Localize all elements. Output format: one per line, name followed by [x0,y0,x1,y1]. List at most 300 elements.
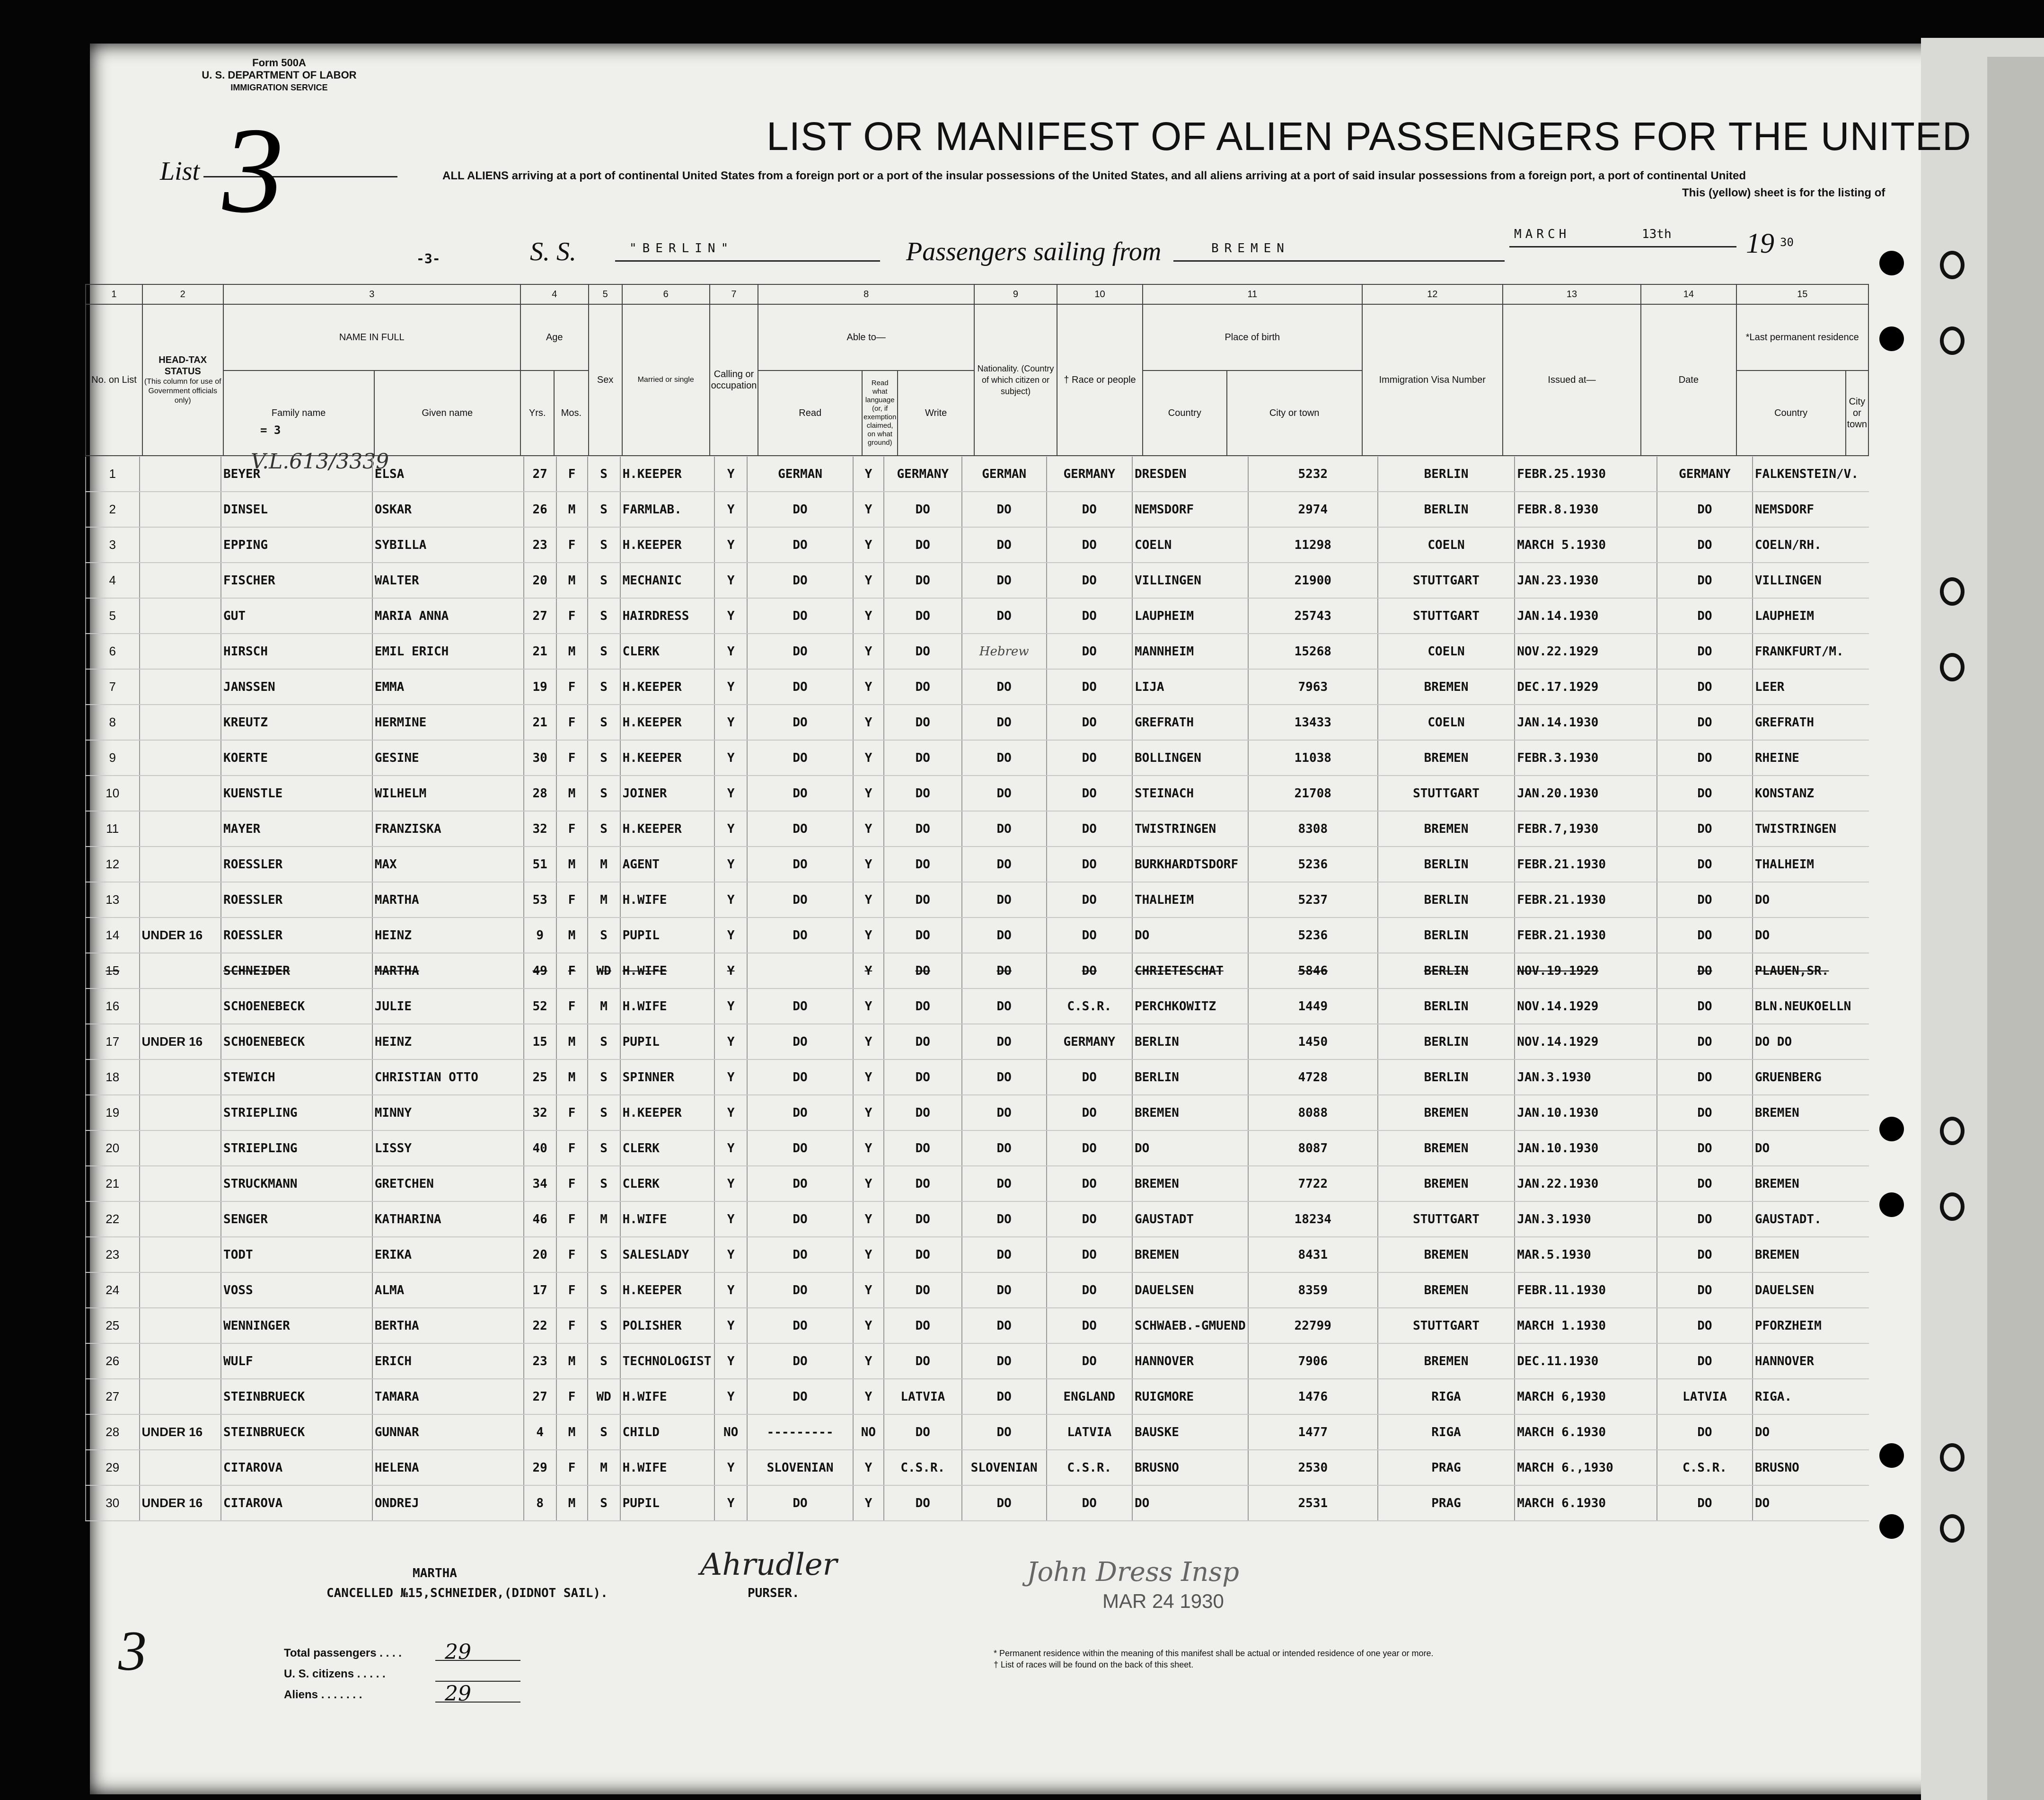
row-number: 11 [86,811,140,847]
birth-country: DO [1047,847,1132,882]
nationality: DO [884,811,962,847]
given-name: HERMINE [372,705,524,740]
visa-date: MARCH 5.1930 [1515,527,1657,563]
birth-city: DO [1132,918,1248,953]
marital-status: S [588,492,620,527]
occupation: H.WIFE [620,1201,715,1237]
head-tax-status [140,1166,221,1201]
header-given-name: Given name [374,371,520,456]
can-read: Y [714,634,747,669]
read-language: DO [747,918,853,953]
family-name: STRUCKMANN [221,1166,372,1201]
visa-number: 2531 [1248,1485,1378,1521]
header-sex: Sex [589,304,622,456]
header-res-country: Country [1736,371,1846,456]
head-tax-status [140,1272,221,1308]
visa-date: JAN.23.1930 [1515,563,1657,598]
given-name: ELSA [372,457,524,492]
head-tax-status [140,669,221,705]
occupation: JOINER [620,776,715,811]
family-name: WENNINGER [221,1308,372,1343]
can-write: NO [853,1414,884,1450]
marital-status: M [588,1201,620,1237]
residence-country: DO [1657,740,1753,776]
birth-country: DO [1047,634,1132,669]
race: DO [962,527,1047,563]
can-read: Y [714,1308,747,1343]
next-sheet-shadow [1987,57,2044,1800]
residence-country: GERMANY [1657,457,1753,492]
family-name: ROESSLER [221,882,372,918]
occupation: H.KEEPER [620,1272,715,1308]
marital-status: S [588,1166,620,1201]
birth-country: DO [1047,1343,1132,1379]
occupation: CLERK [620,1130,715,1166]
row-number: 10 [86,776,140,811]
us-citizens-label: U. S. citizens [284,1668,354,1680]
family-name: CITAROVA [221,1450,372,1485]
row-number: 3 [86,527,140,563]
race: DO [962,563,1047,598]
residence-country: DO [1657,1272,1753,1308]
head-tax-status [140,598,221,634]
sex: M [556,1343,588,1379]
head-tax-status [140,492,221,527]
race: DO [962,882,1047,918]
residence-country: DO [1657,705,1753,740]
given-name: MINNY [372,1095,524,1130]
handwritten-reference: V.L.613/3339 [251,450,389,474]
issued-at: COELN [1378,705,1515,740]
birth-country: DO [1047,918,1132,953]
nationality: DO [884,492,962,527]
given-name: ERIKA [372,1237,524,1272]
list-number: 3 [222,102,284,238]
age-years: 21 [524,634,556,669]
punch-hole-icon [1940,577,1965,606]
punch-hole-icon [1940,1443,1965,1472]
visa-number: 18234 [1248,1201,1378,1237]
can-read: Y [714,1059,747,1095]
visa-date: JAN.10.1930 [1515,1130,1657,1166]
given-name: FRANZISKA [372,811,524,847]
residence-country: DO [1657,1166,1753,1201]
race: DO [962,1201,1047,1237]
visa-number: 21900 [1248,563,1378,598]
head-tax-status [140,1237,221,1272]
marital-status: S [588,705,620,740]
head-tax-status [140,847,221,882]
birth-city: BOLLINGEN [1132,740,1248,776]
can-read: Y [714,740,747,776]
visa-date: FEBR.11.1930 [1515,1272,1657,1308]
can-write: Y [853,1308,884,1343]
sex: F [556,740,588,776]
residence-city: DO [1753,918,1869,953]
can-write: Y [853,776,884,811]
residence-city: COELN/RH. [1753,527,1869,563]
row-number: 1 [86,457,140,492]
can-read: Y [714,1237,747,1272]
visa-date: MARCH 6,1930 [1515,1379,1657,1414]
nationality: DO [884,1024,962,1059]
departure-port: BREMEN [1211,241,1290,256]
nationality: GERMANY [884,457,962,492]
birth-country: GERMANY [1047,1024,1132,1059]
given-name: HEINZ [372,918,524,953]
race: DO [962,1308,1047,1343]
age-years: 32 [524,811,556,847]
age-years: 8 [524,1485,556,1521]
can-read: Y [714,457,747,492]
age-years: 27 [524,457,556,492]
marital-status: S [588,918,620,953]
table-row [86,740,1869,776]
occupation: PUPIL [620,1485,715,1521]
header-birth-country: Country [1143,371,1227,456]
head-tax-note: (This column for use of Government officials only) [144,378,221,405]
nationality: LATVIA [884,1379,962,1414]
birth-city: GAUSTADT [1132,1201,1248,1237]
race: Hebrew [962,634,1047,669]
family-name: GUT [221,598,372,634]
sex: M [556,1059,588,1095]
nationality: DO [884,918,962,953]
family-name: ROESSLER [221,918,372,953]
birth-city: DO [1132,1485,1248,1521]
birth-country: DO [1047,882,1132,918]
read-language: DO [747,634,853,669]
head-tax-status [140,882,221,918]
marital-status: M [588,1450,620,1485]
service-name: IMMIGRATION SERVICE [230,83,328,92]
date-underline [1509,246,1736,247]
sex: F [556,1379,588,1414]
table-row [86,1379,1869,1414]
row-number: 28 [86,1414,140,1450]
header-no-on-list: No. on List [86,304,142,456]
can-write: Y [853,847,884,882]
header-visa: Immigration Visa Number [1362,304,1503,456]
issued-at: BREMEN [1378,1166,1515,1201]
birth-country: DO [1047,1166,1132,1201]
given-name: MAX [372,847,524,882]
header-yrs: Yrs. [520,371,554,456]
residence-country: DO [1657,882,1753,918]
row-number: 22 [86,1201,140,1237]
header-able-to: Able to— [758,304,974,371]
header-res-city: City or town [1846,371,1868,456]
birth-city: HANNOVER [1132,1343,1248,1379]
row-number: 19 [86,1095,140,1130]
given-name: WILHELM [372,776,524,811]
can-read: Y [714,1485,747,1521]
family-name: VOSS [221,1272,372,1308]
can-read: Y [714,882,747,918]
head-tax-status [140,634,221,669]
sex: M [556,1024,588,1059]
age-years: 27 [524,598,556,634]
age-years: 22 [524,1308,556,1343]
visa-number: 5232 [1248,457,1378,492]
table-row [86,953,1869,988]
head-tax-status [140,1130,221,1166]
manifest-title: LIST OR MANIFEST OF ALIEN PASSENGERS FOR THE UNITED [766,114,1972,159]
ship-underline [615,260,880,262]
residence-country: DO [1657,1130,1753,1166]
list-label: List [160,157,200,186]
can-write: Y [853,1485,884,1521]
family-name: SCHOENEBECK [221,1024,372,1059]
read-language: DO [747,811,853,847]
visa-date: JAN.10.1930 [1515,1095,1657,1130]
birth-city: DRESDEN [1132,457,1248,492]
read-language: DO [747,1379,853,1414]
read-language: DO [747,1343,853,1379]
birth-city: VILLINGEN [1132,563,1248,598]
issued-at: BERLIN [1378,1059,1515,1095]
table-row [86,527,1869,563]
visa-date: JAN.20.1930 [1515,776,1657,811]
can-read: Y [714,847,747,882]
head-tax-status [140,563,221,598]
head-tax-status [140,705,221,740]
birth-country: DO [1047,1237,1132,1272]
can-read: Y [714,811,747,847]
nationality: DO [884,776,962,811]
birth-city: RUIGMORE [1132,1379,1248,1414]
marital-status: M [588,988,620,1024]
residence-country: DO [1657,1024,1753,1059]
marital-status: S [588,1485,620,1521]
visa-date: FEBR.21.1930 [1515,847,1657,882]
sheet-mark: -3- [416,251,441,266]
arrival-date-stamp: MAR 24 1930 [1102,1590,1224,1612]
table-row [86,1095,1869,1130]
read-language: DO [747,563,853,598]
issued-at: COELN [1378,527,1515,563]
issued-at: BERLIN [1378,882,1515,918]
table-row [86,1343,1869,1379]
age-years: 52 [524,988,556,1024]
residence-city: LEER [1753,669,1869,705]
marital-status: S [588,1343,620,1379]
birth-city: NEMSDORF [1132,492,1248,527]
sex: F [556,1237,588,1272]
issued-at: STUTTGART [1378,598,1515,634]
race: DO [962,953,1047,988]
department-name: U. S. DEPARTMENT OF LABOR [202,69,357,81]
visa-date: MAR.5.1930 [1515,1237,1657,1272]
head-tax-status: UNDER 16 [140,1485,221,1521]
birth-country: DO [1047,1308,1132,1343]
given-name: CHRISTIAN OTTO [372,1059,524,1095]
residence-country: DO [1657,527,1753,563]
issued-at: BREMEN [1378,1237,1515,1272]
form-header [185,57,374,94]
marital-status: WD [588,1379,620,1414]
occupation: FARMLAB. [620,492,715,527]
residence-city: KONSTANZ [1753,776,1869,811]
passengers-sailing-label: Passengers sailing from [906,237,1162,266]
header-race: † Race or people [1057,304,1143,456]
sex: F [556,953,588,988]
birth-country: ENGLAND [1047,1379,1132,1414]
issued-at: BREMEN [1378,1095,1515,1130]
family-name: BEYER [221,457,372,492]
sex: F [556,705,588,740]
footnote-residence: * Permanent residence within the meaning of this manifest shall be actual or intended residence of one year or more. [994,1649,1434,1658]
birth-country: DO [1047,1095,1132,1130]
can-write: Y [853,634,884,669]
marital-status: M [588,882,620,918]
race: DO [962,492,1047,527]
header-calling: Calling or occupation [710,304,758,456]
residence-city: THALHEIM [1753,847,1869,882]
row-number: 23 [86,1237,140,1272]
birth-city: PERCHKOWITZ [1132,988,1248,1024]
occupation: POLISHER [620,1308,715,1343]
residence-country: DO [1657,1095,1753,1130]
visa-date: NOV.19.1929 [1515,953,1657,988]
birth-country: DO [1047,1130,1132,1166]
nationality: DO [884,634,962,669]
given-name: EMMA [372,669,524,705]
birth-city: MANNHEIM [1132,634,1248,669]
age-years: 23 [524,1343,556,1379]
issued-at: BERLIN [1378,492,1515,527]
col-num: 4 [520,284,589,304]
table-row [86,1237,1869,1272]
given-name: EMIL ERICH [372,634,524,669]
visa-date: NOV.22.1929 [1515,634,1657,669]
col-num: 2 [142,284,223,304]
nationality: DO [884,1308,962,1343]
birth-city: DAUELSEN [1132,1272,1248,1308]
can-read: NO [714,1414,747,1450]
residence-city: DAUELSEN [1753,1272,1869,1308]
age-years: 49 [524,953,556,988]
birth-country: C.S.R. [1047,988,1132,1024]
birth-city: STEINACH [1132,776,1248,811]
residence-city: BLN.NEUKOELLN [1753,988,1869,1024]
punch-hole-icon [1940,653,1965,681]
birth-country: DO [1047,1201,1132,1237]
issued-at: BREMEN [1378,1130,1515,1166]
residence-city: DO [1753,882,1869,918]
birth-city: THALHEIM [1132,882,1248,918]
read-language: DO [747,1166,853,1201]
residence-country: DO [1657,634,1753,669]
column-headers [85,284,1869,456]
can-read: Y [714,988,747,1024]
marital-status: S [588,634,620,669]
manifest-subtitle: ALL ALIENS arriving at a port of continental United States from a foreign port or a port of the insular possessions of the United States, and all aliens arriving at a port of said insular possessions from a foreign port, a port of continental United [442,169,1746,182]
issued-at: COELN [1378,634,1515,669]
birth-country: LATVIA [1047,1414,1132,1450]
family-name: JANSSEN [221,669,372,705]
marital-status: S [588,527,620,563]
race: DO [962,1414,1047,1450]
visa-date: NOV.14.1929 [1515,988,1657,1024]
race: DO [962,669,1047,705]
row-number: 25 [86,1308,140,1343]
sex: M [556,1414,588,1450]
head-tax-status [140,1308,221,1343]
visa-number: 5237 [1248,882,1378,918]
residence-country: DO [1657,1343,1753,1379]
given-name: MARTHA [372,882,524,918]
birth-country: DO [1047,1059,1132,1095]
head-tax-status [140,1095,221,1130]
issued-at: BERLIN [1378,847,1515,882]
residence-country: DO [1657,988,1753,1024]
aliens-label: Aliens [284,1688,318,1701]
issued-at: BREMEN [1378,811,1515,847]
table-row [86,598,1869,634]
punch-hole-icon [1940,251,1965,279]
nationality: DO [884,527,962,563]
marital-status: S [588,598,620,634]
age-years: 46 [524,1201,556,1237]
family-name: STEINBRUECK [221,1414,372,1450]
marital-status: S [588,1059,620,1095]
nationality: DO [884,740,962,776]
visa-number: 7906 [1248,1343,1378,1379]
row-number: 14 [86,918,140,953]
row-number: 29 [86,1450,140,1485]
row-number: 15 [86,953,140,988]
sex: F [556,598,588,634]
table-row [86,1414,1869,1450]
table-row [86,1024,1869,1059]
punch-hole-icon [1940,1192,1965,1221]
visa-number: 1449 [1248,988,1378,1024]
cancellation-note: CANCELLED №15,SCHNEIDER,(DIDNOT SAIL). [326,1586,608,1600]
birth-city: CHRIETESCHAT [1132,953,1248,988]
can-write: Y [853,1237,884,1272]
residence-city: TWISTRINGEN [1753,811,1869,847]
col-num: 7 [710,284,758,304]
read-language: DO [747,988,853,1024]
family-name: EPPING [221,527,372,563]
visa-number: 8431 [1248,1237,1378,1272]
punch-hole-icon [1879,1514,1904,1539]
can-read: Y [714,1024,747,1059]
row-number: 21 [86,1166,140,1201]
can-write: Y [853,563,884,598]
occupation: H.WIFE [620,1379,715,1414]
age-years: 28 [524,776,556,811]
residence-country: DO [1657,776,1753,811]
family-name: KUENSTLE [221,776,372,811]
visa-number: 1477 [1248,1414,1378,1450]
sex: F [556,1272,588,1308]
race: DO [962,1379,1047,1414]
total-passengers-value: 29 [445,1640,471,1664]
sex: F [556,988,588,1024]
can-write: Y [853,918,884,953]
passenger-table [85,457,1869,1521]
visa-date: FEBR.21.1930 [1515,918,1657,953]
residence-country: DO [1657,953,1753,988]
read-language: DO [747,492,853,527]
sex: F [556,811,588,847]
residence-city: GREFRATH [1753,705,1869,740]
sex: F [556,1130,588,1166]
table-row [86,1201,1869,1237]
birth-city: BURKHARDTSDORF [1132,847,1248,882]
